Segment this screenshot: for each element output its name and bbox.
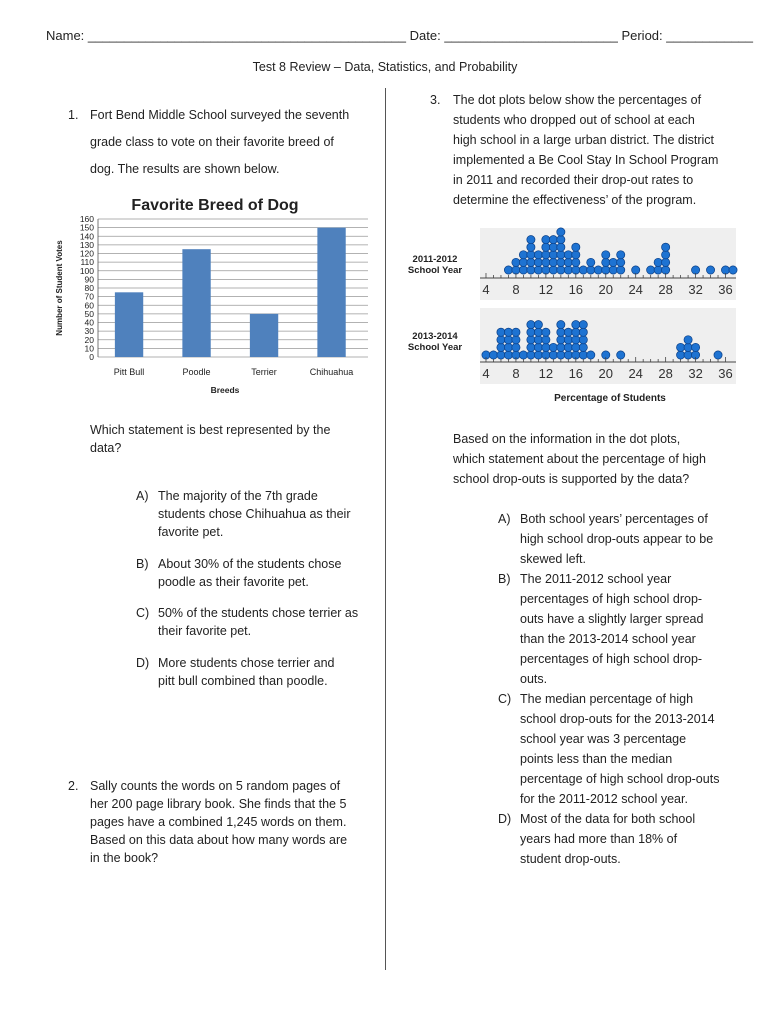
y-tick-label: 30 bbox=[84, 326, 94, 337]
x-tick-label: 20 bbox=[598, 366, 613, 381]
option-text-line: percentage of high school drop-outs bbox=[520, 772, 720, 786]
dot-plots bbox=[400, 222, 745, 407]
series-label: 2011-2012 School Year bbox=[407, 254, 463, 276]
option-text-line: percentages of high school drop- bbox=[520, 592, 703, 606]
dot bbox=[587, 258, 595, 266]
x-tick-label: 36 bbox=[718, 366, 733, 381]
question-text-line: pages have a combined 1,245 words on them. bbox=[90, 815, 347, 829]
question-number: 2. bbox=[68, 779, 79, 793]
option-text-line: favorite pet. bbox=[158, 525, 224, 539]
question-text-line: in the book? bbox=[90, 851, 159, 865]
x-tick-label: 8 bbox=[512, 282, 520, 297]
dot bbox=[617, 351, 625, 359]
dot bbox=[572, 336, 580, 344]
dot bbox=[504, 351, 512, 359]
dot bbox=[662, 266, 670, 274]
x-tick-label: 24 bbox=[628, 366, 643, 381]
bar bbox=[250, 314, 278, 357]
dot bbox=[609, 258, 617, 266]
dot bbox=[527, 243, 535, 251]
dot bbox=[587, 351, 595, 359]
x-axis-title: Breeds bbox=[210, 385, 240, 395]
dot bbox=[549, 258, 557, 266]
x-tick-label: 28 bbox=[658, 282, 673, 297]
dot bbox=[729, 266, 737, 274]
question-text-line: Based on this data about how many words are bbox=[90, 833, 348, 847]
x-tick-label: 36 bbox=[718, 282, 733, 297]
dot bbox=[691, 343, 699, 351]
y-tick-label: 70 bbox=[84, 291, 94, 302]
y-tick-label: 90 bbox=[84, 274, 94, 285]
dot bbox=[557, 236, 565, 244]
dot bbox=[706, 266, 714, 274]
option-label: B) bbox=[136, 557, 149, 571]
dot bbox=[542, 236, 550, 244]
option-text-line: school drop-outs for the 2013-2014 bbox=[520, 712, 715, 726]
question-prompt-line: Which statement is best represented by the bbox=[90, 423, 331, 437]
option-label: B) bbox=[498, 572, 511, 586]
dot bbox=[557, 258, 565, 266]
option-text-line: outs have a slightly larger spread bbox=[520, 612, 704, 626]
dot bbox=[714, 351, 722, 359]
y-tick-label: 40 bbox=[84, 317, 94, 328]
x-tick-label: 32 bbox=[688, 366, 703, 381]
option-label: C) bbox=[136, 606, 150, 620]
dot bbox=[647, 266, 655, 274]
y-tick-label: 100 bbox=[79, 265, 94, 276]
answer-option[interactable] bbox=[498, 569, 738, 689]
dot bbox=[572, 243, 580, 251]
question-prompt-line: which statement about the percentage of high bbox=[453, 452, 706, 466]
y-tick-label: 20 bbox=[84, 334, 94, 345]
dot bbox=[579, 328, 587, 336]
y-tick-label: 120 bbox=[79, 248, 94, 259]
chart-title: Favorite Breed of Dog bbox=[131, 197, 299, 214]
option-label: A) bbox=[498, 512, 511, 526]
dot bbox=[512, 336, 520, 344]
y-tick-label: 10 bbox=[84, 343, 94, 354]
dot bbox=[497, 343, 505, 351]
dot bbox=[602, 251, 610, 259]
x-tick-label: Pitt Bull bbox=[113, 367, 145, 377]
dot bbox=[721, 266, 729, 274]
dot bbox=[564, 351, 572, 359]
dot bbox=[512, 266, 520, 274]
answer-option[interactable] bbox=[136, 555, 376, 591]
y-tick-label: 60 bbox=[84, 300, 94, 311]
dot bbox=[662, 243, 670, 251]
column-divider bbox=[385, 88, 386, 970]
dot bbox=[557, 328, 565, 336]
dot bbox=[504, 266, 512, 274]
option-text-line: for the 2011-2012 school year. bbox=[520, 792, 688, 806]
option-text-line: skewed left. bbox=[520, 552, 587, 566]
bar bbox=[317, 228, 345, 357]
question-text-line: implemented a Be Cool Stay In School Program bbox=[453, 153, 719, 167]
dot bbox=[519, 351, 527, 359]
dot bbox=[534, 258, 542, 266]
dot bbox=[557, 266, 565, 274]
dot bbox=[572, 328, 580, 336]
dot bbox=[677, 343, 685, 351]
dot bbox=[579, 343, 587, 351]
option-label: C) bbox=[498, 692, 512, 706]
dot bbox=[512, 343, 520, 351]
dot bbox=[519, 251, 527, 259]
dot bbox=[534, 336, 542, 344]
question-text-line: her 200 page library book. She finds that the 5 bbox=[90, 797, 347, 811]
x-tick-label: 32 bbox=[688, 282, 703, 297]
dot bbox=[677, 351, 685, 359]
dot bbox=[497, 336, 505, 344]
dot bbox=[542, 258, 550, 266]
dot bbox=[557, 336, 565, 344]
option-text-line: The majority of the 7th grade bbox=[158, 489, 318, 503]
question-text-line: in 2011 and recorded their drop-out rates to bbox=[453, 173, 694, 187]
dot bbox=[542, 266, 550, 274]
question-text-line: Fort Bend Middle School surveyed the seventh bbox=[90, 108, 350, 122]
question-number: 1. bbox=[68, 108, 79, 122]
question-text-line: high school in a large urban district. The district bbox=[453, 133, 715, 147]
x-tick-label: Terrier bbox=[251, 367, 277, 377]
option-text-line: percentages of high school drop- bbox=[520, 652, 703, 666]
dot bbox=[534, 321, 542, 329]
option-text-line: points less than the median bbox=[520, 752, 673, 766]
option-text-line: More students chose terrier and bbox=[158, 656, 335, 670]
dot bbox=[549, 251, 557, 259]
dot bbox=[617, 258, 625, 266]
y-tick-label: 80 bbox=[84, 283, 94, 293]
x-tick-label: 8 bbox=[512, 366, 520, 381]
dot bbox=[557, 228, 565, 236]
question-prompt-line: data? bbox=[90, 441, 122, 455]
bar bbox=[182, 249, 210, 357]
x-tick-label: 12 bbox=[538, 366, 554, 381]
dot bbox=[512, 328, 520, 336]
bar-chart bbox=[50, 188, 370, 403]
dot bbox=[527, 336, 535, 344]
option-text-line: high school drop-outs appear to be bbox=[520, 532, 714, 546]
option-label: A) bbox=[136, 489, 149, 503]
dot bbox=[534, 351, 542, 359]
x-axis-title: Percentage of Students bbox=[554, 393, 666, 404]
dot bbox=[617, 266, 625, 274]
dot bbox=[579, 351, 587, 359]
option-text-line: About 30% of the students chose bbox=[158, 557, 342, 571]
question-text-line: The dot plots below show the percentages of bbox=[453, 93, 702, 107]
dot bbox=[534, 328, 542, 336]
answer-option[interactable] bbox=[498, 689, 738, 809]
y-tick-label: 150 bbox=[79, 222, 94, 233]
bar bbox=[115, 292, 143, 357]
option-text-line: Both school years’ percentages of bbox=[520, 512, 708, 526]
dot bbox=[684, 343, 692, 351]
option-text-line: school year was 3 percentage bbox=[520, 732, 687, 746]
dot bbox=[564, 251, 572, 259]
option-label: D) bbox=[136, 656, 150, 670]
dot bbox=[557, 351, 565, 359]
dot bbox=[504, 336, 512, 344]
dot bbox=[632, 266, 640, 274]
dot bbox=[527, 328, 535, 336]
y-tick-label: 130 bbox=[79, 239, 94, 250]
y-tick-label: 160 bbox=[79, 214, 94, 224]
dot bbox=[564, 258, 572, 266]
dot bbox=[504, 343, 512, 351]
question-text-line: dog. The results are shown below. bbox=[90, 162, 280, 176]
dot bbox=[527, 343, 535, 351]
dot bbox=[527, 351, 535, 359]
dot bbox=[527, 251, 535, 259]
dot bbox=[557, 343, 565, 351]
dot bbox=[489, 351, 497, 359]
y-tick-label: 0 bbox=[89, 352, 94, 362]
dot bbox=[534, 251, 542, 259]
option-text-line: The median percentage of high bbox=[520, 692, 694, 706]
dot bbox=[564, 266, 572, 274]
option-text-line: student drop-outs. bbox=[520, 852, 621, 866]
option-text-line: years had more than 18% of bbox=[520, 832, 678, 846]
dot bbox=[602, 266, 610, 274]
option-text-line: students chose Chihuahua as their bbox=[158, 507, 351, 521]
dot bbox=[542, 243, 550, 251]
dot bbox=[617, 251, 625, 259]
option-label: D) bbox=[498, 812, 512, 826]
dot bbox=[572, 251, 580, 259]
option-text-line: their favorite pet. bbox=[158, 624, 252, 638]
dot bbox=[587, 266, 595, 274]
dot bbox=[542, 343, 550, 351]
page-title: Test 8 Review – Data, Statistics, and Probability bbox=[252, 60, 518, 74]
question-text-line: grade class to vote on their favorite breed of bbox=[90, 135, 334, 149]
dot bbox=[549, 266, 557, 274]
dot bbox=[542, 251, 550, 259]
y-tick-label: 50 bbox=[84, 308, 94, 319]
dot bbox=[662, 258, 670, 266]
dot bbox=[527, 258, 535, 266]
option-text-line: The 2011-2012 school year bbox=[520, 572, 672, 586]
dot bbox=[684, 336, 692, 344]
dot bbox=[549, 343, 557, 351]
dot bbox=[572, 258, 580, 266]
dot bbox=[527, 321, 535, 329]
dot bbox=[557, 243, 565, 251]
dot bbox=[572, 321, 580, 329]
dot bbox=[542, 328, 550, 336]
dot bbox=[654, 258, 662, 266]
name-date-period-header: Name: ____________________________________________ Date: ________________________ Period: ____________ bbox=[46, 28, 754, 43]
question-text-line: students who dropped out of school at each bbox=[453, 113, 695, 127]
x-tick-label: Chihuahua bbox=[309, 367, 354, 377]
series-label: 2013-2014 School Year bbox=[407, 331, 463, 353]
dot bbox=[549, 236, 557, 244]
dot bbox=[684, 351, 692, 359]
x-tick-label: 28 bbox=[658, 366, 673, 381]
dot bbox=[691, 266, 699, 274]
y-axis-title: Number of Student Votes bbox=[55, 240, 64, 336]
option-text-line: than the 2013-2014 school year bbox=[520, 632, 696, 646]
dot bbox=[527, 266, 535, 274]
option-text-line: 50% of the students chose terrier as bbox=[158, 606, 359, 620]
dot bbox=[579, 266, 587, 274]
dot bbox=[534, 343, 542, 351]
x-tick-label: Poodle bbox=[182, 367, 211, 377]
dot bbox=[564, 328, 572, 336]
x-tick-label: 24 bbox=[628, 282, 643, 297]
x-tick-label: 4 bbox=[482, 282, 490, 297]
dot bbox=[579, 336, 587, 344]
option-text-line: poodle as their favorite pet. bbox=[158, 575, 309, 589]
dot bbox=[564, 336, 572, 344]
dot bbox=[542, 336, 550, 344]
x-tick-label: 16 bbox=[568, 366, 584, 381]
dot bbox=[534, 266, 542, 274]
dot bbox=[662, 251, 670, 259]
answer-option[interactable] bbox=[136, 487, 376, 541]
question-text-line: Sally counts the words on 5 random pages of bbox=[90, 779, 341, 793]
question-prompt-line: school drop-outs is supported by the data? bbox=[453, 472, 690, 486]
dot bbox=[572, 343, 580, 351]
dot bbox=[519, 258, 527, 266]
dot bbox=[549, 351, 557, 359]
dot bbox=[527, 236, 535, 244]
dot bbox=[504, 328, 512, 336]
dot bbox=[497, 351, 505, 359]
x-tick-label: 4 bbox=[482, 366, 490, 381]
answer-option[interactable] bbox=[498, 809, 738, 869]
dot bbox=[497, 328, 505, 336]
dot bbox=[549, 243, 557, 251]
x-tick-label: 20 bbox=[598, 282, 613, 297]
answer-option[interactable] bbox=[136, 654, 376, 690]
dot bbox=[557, 251, 565, 259]
y-tick-label: 140 bbox=[79, 231, 94, 242]
dot bbox=[602, 258, 610, 266]
answer-option[interactable] bbox=[136, 604, 376, 640]
dot bbox=[519, 266, 527, 274]
dot bbox=[572, 266, 580, 274]
dot bbox=[594, 266, 602, 274]
dot bbox=[512, 258, 520, 266]
dot bbox=[579, 321, 587, 329]
x-tick-label: 16 bbox=[568, 282, 584, 297]
dot bbox=[609, 266, 617, 274]
y-tick-label: 110 bbox=[80, 257, 94, 268]
question-number: 3. bbox=[430, 93, 441, 107]
option-text-line: Most of the data for both school bbox=[520, 812, 696, 826]
dot bbox=[564, 343, 572, 351]
x-tick-label: 12 bbox=[538, 282, 554, 297]
question-prompt-line: Based on the information in the dot plots, bbox=[453, 432, 681, 446]
option-text-line: pitt bull combined than poodle. bbox=[158, 674, 328, 688]
answer-option[interactable] bbox=[498, 509, 738, 569]
dot bbox=[654, 266, 662, 274]
option-text-line: outs. bbox=[520, 672, 548, 686]
question-text-line: determine the effectiveness’ of the program. bbox=[453, 193, 697, 207]
dot bbox=[557, 321, 565, 329]
